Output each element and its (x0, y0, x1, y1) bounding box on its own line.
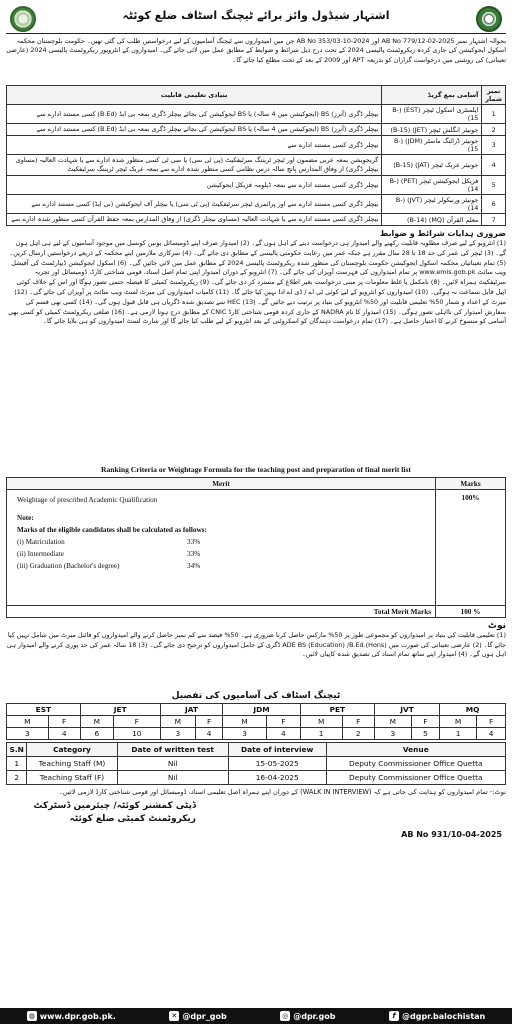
vacancies-title: ٹیچنگ اسٹاف کی آسامیوں کی تفصیل (171, 691, 341, 701)
marks-col-header: Marks (436, 478, 506, 490)
notes-header (6, 621, 506, 631)
vacancy-post-header: JAT (160, 704, 223, 716)
vacancy-count-cell: 4 (195, 728, 222, 740)
vacancy-gender-cell: M (440, 716, 477, 728)
total-label: Total Merit Marks (7, 606, 436, 618)
schedule-row (7, 771, 506, 785)
post-cell: جونیئر ورنیکولر ٹیچر (JVT) (B-14) (382, 195, 482, 214)
header-serial: نمبر شمار (482, 86, 506, 105)
vacancy-count-cell: 1 (440, 728, 477, 740)
header-qualification: بنیادی تعلیمی قابلیت (7, 86, 382, 105)
schedule-cell: Teaching Staff (M) (27, 757, 117, 771)
merit-col-header: Merit (7, 478, 436, 490)
vacancy-count-cell: 3 (160, 728, 195, 740)
vacancy-count-cell: 3 (374, 728, 411, 740)
vacancy-count-cell: 6 (80, 728, 113, 740)
schedule-header-cell: Date of written test (117, 743, 228, 757)
post-cell: فزیکل ایجوکیشن ٹیچر (PET) (B-14) (382, 176, 482, 195)
schedule-cell: 1 (7, 757, 27, 771)
posts-table-row (7, 176, 506, 195)
post-cell: جونیئر عربک ٹیچر (JAT) (B-15) (382, 155, 482, 176)
vacancy-gender-cell: M (160, 716, 195, 728)
serial-cell: 5 (482, 176, 506, 195)
vacancy-count-cell: 4 (266, 728, 300, 740)
vacancy-gender-cell: F (48, 716, 80, 728)
merit-criteria (7, 490, 436, 606)
page-title: اشتہار شیڈول وائز برائے ٹیچنگ اسٹاف ضلع کوئٹہ (122, 9, 390, 22)
merit-item (17, 560, 425, 572)
vacancy-count-cell: 3 (7, 728, 49, 740)
serial-cell: 3 (482, 136, 506, 155)
vacancy-post-header: JET (80, 704, 160, 716)
facebook-icon: f (389, 1011, 399, 1021)
notes-text: (1) تعلیمی قابلیت کی بنیاد پر امیدواروں کو مجموعی طور پر 50% مارکس حاصل کرنا ضروری ہے۔ 50% فیصد سے کم نمبر حاصل کرنے والے امیدواروں کو فائنل میرٹ میں شامل نہیں کیا جائے گا۔ (2) عارضی تعیناتی کی صورت میں ADE BS (Education) /B.Ed.(Hons) ڈگری کے حامل امیدواروں کو ترجیح دی جائے گی۔ (3) 18 سالہ عمر کی حد پوری کرنے والے امیدوار ہی اہل ہوں گے۔ (4) امیدوار اپنے ساتھ تمام اسناد کی تصدیق شدہ کاپیاں لائیں۔ (6, 631, 506, 659)
merit-item-pct: 33% (187, 538, 201, 546)
posts-table-row (7, 105, 506, 124)
notes-heading: نوٹ (487, 621, 506, 631)
vacancy-gender-cell: M (80, 716, 113, 728)
vacancy-gender-cell: F (113, 716, 160, 728)
schedule-cell: Nil (117, 771, 228, 785)
vacancy-count-cell: 4 (477, 728, 506, 740)
serial-cell: 1 (482, 105, 506, 124)
qualification-cell: بیچلر ڈگری کسی مستند ادارے سے (7, 136, 382, 155)
schedule-cell: 16-04-2025 (228, 771, 326, 785)
qualification-cell: بیچلر ڈگری کسی مستند ادارے سے اور پرائمری ٹیچر سرٹیفکیٹ (پی ٹی سی) یا بیچلر آف ایجوکیشن (بی ایڈ) کسی مستند ادارے سے (7, 195, 382, 214)
qualification-cell: گریجویشن بمعہ عربی مضمون اور ٹیچر ٹریننگ سرٹیفکیٹ (پی ٹی سی) یا سی ٹی کسی منظور شدہ ادارے سے یا شہادت العالیہ (مساوی بیچلر ڈگری) از وفاق المدارس پانچ سالہ درس نظامی کسی منظور شدہ ادارے سے بمعہ عربک ٹیچر ٹریننگ سرٹیفکیٹ (7, 155, 382, 176)
vacancy-post-header: EST (7, 704, 81, 716)
vacancy-post-header: MQ (440, 704, 506, 716)
signature-block (6, 800, 506, 860)
qualification-cell: بیچلر ڈگری کسی مستند ادارے سے یا شہادت العالیہ (مساوی بیچلر ڈگری) از وفاق المدارس بمعہ حفظ القرآن کسی منظور شدہ ادارے سے (7, 214, 382, 226)
schedule-cell: Deputy Commissioner Office Quetta (326, 757, 505, 771)
posts-table-row (7, 136, 506, 155)
merit-item-label: (ii) Intermediate (17, 550, 64, 558)
schedule-cell: 15-05-2025 (228, 757, 326, 771)
serial-cell: 4 (482, 155, 506, 176)
post-cell: ایلمنٹری اسکول ٹیچر (EST) (B-15) (382, 105, 482, 124)
vacancy-count-cell: 5 (411, 728, 439, 740)
ranking-title: Ranking Criteria or Weightage Formula for the teaching post and preparation of final merit list (101, 465, 411, 474)
header (6, 4, 506, 34)
schedule-cell: 2 (7, 771, 27, 785)
vacancy-gender-cell: M (374, 716, 411, 728)
posts-table-row (7, 124, 506, 136)
balochistan-government-logo (476, 6, 502, 32)
footer-website[interactable]: ◍ www.dpr.gob.pk. (28, 1011, 116, 1021)
vacancy-post-header: PET (300, 704, 374, 716)
vacancy-gender-cell: M (7, 716, 49, 728)
conditions-text: (1) انٹرویو کے لیے صرف مطلوبہ قابلیت رکھنے والے امیدوار ہی درخواست دینے کے اہل ہوں گے۔ (2) امیدوار صرف اپنے ڈومیسائل یونین کونسل میں موجود آسامیوں کے لیے ہی اہل ہوں گے۔ (3) ٹیچر کی عمر کی حد 18 تا 28 سال مقرر ہے جبکہ عمر میں رعایت حکومتی پالیسی کے مطابق دی جائے گی۔ (4) سرکاری ملازمین اپنے محکمہ کے ذریعے درخواستیں ارسال کریں۔ (5) تمام تعیناتیاں محکمہ اسکول ایجوکیشن حکومت بلوچستان کی منظور شدہ ریکروٹمنٹ پالیسی 2024 کے مطابق عمل میں لائی جائیں گی۔ (6) اسکول ایجوکیشن ڈیپارٹمنٹ کی آفیشل ویب سائٹ www.emis.gob.pk پر تمام امیدواروں کی فہرست آویزاں کی جائے گی۔ (7) انٹرویو کے دوران امیدوار اپنی تمام اصل اسناد، قومی شناختی کارڈ، ڈومیسائل اور تجربہ سرٹیفکیٹ ہمراہ لائیں۔ (8) نامکمل یا غلط معلومات پر مبنی درخواست بغیر اطلاع کے مسترد کر دی جائے گی۔ (9) ریکروٹمنٹ کمیٹی کا فیصلہ حتمی تصور ہوگا اور اس کے خلاف کوئی اپیل قابل سماعت نہ ہوگی۔ (10) امیدواروں کو انٹرویو کے لیے کوئی ٹی اے / ڈی اے ادا نہیں کیا جائے گا۔ (11) کامیاب امیدواروں کی میرٹ لسٹ ویب سائٹ پر آویزاں کی جائے گی۔ (12) میرٹ کے اعداد و شمار 50% تعلیمی قابلیت اور 50% انٹرویو کی بنیاد پر ترتیب دیے جائیں گے۔ (13) HEC سے تصدیق شدہ ڈگریاں ہی قابل قبول ہوں گی۔ (14) کسی بھی قسم کی سفارش امیدوار کی نااہلی تصور ہوگی۔ (15) امیدوار کا نام NADRA کے جاری کردہ قومی شناختی کارڈ CNIC کے مطابق درج ہونا لازمی ہے۔ (16) ضلعی ریکروٹمنٹ کمیٹی کو کسی بھی آسامی کو منسوخ کرنے کا اختیار حاصل ہے۔ (17) تمام درخواست دہندگان کو اسکروٹنی کے بعد انٹرویو کے لیے طلب کیا جائے گا اور شارٹ لسٹ امیدواروں کو ہی بلایا جائے گا۔ (8, 239, 506, 326)
total-marks: 100 % (436, 606, 506, 618)
footer-instagram[interactable]: ◎ @dpr.gob (282, 1011, 336, 1021)
calc-label: Marks of the eligible candidates shall be calculated as follows: (17, 526, 207, 534)
schedule-table (6, 742, 506, 785)
schedule-header-cell: Venue (326, 743, 505, 757)
posts-table (6, 85, 506, 226)
merit-item-label: (i) Matriculation (17, 538, 65, 546)
signature-line-2: ریکروٹمنٹ کمیٹی ضلع کوئٹہ (69, 814, 196, 824)
header-post: آسامی بمع گریڈ (382, 86, 482, 105)
qualification-cell: بیچلر ڈگری کسی مستند ادارے سے بمعہ ڈپلومہ فزیکل ایجوکیشن (7, 176, 382, 195)
schedule-cell: Deputy Commissioner Office Quetta (326, 771, 505, 785)
instagram-icon: ◎ (282, 1012, 289, 1020)
left-emblem-logo (10, 6, 36, 32)
merit-item-label: (iii) Graduation (Bachelor's degree) (17, 562, 120, 570)
vacancy-gender-cell: M (223, 716, 267, 728)
intro-paragraph: بحوالہ اشتہار نمبر AB No 779/12-02-2025 اور AB No 353/03-10-2024 جن میں امیدواروں سے ٹیچنگ آسامیوں کے لیے درخواستیں طلب کی گئی تھیں۔ حکومت بلوچستان محکمہ اسکول ایجوکیشن کی جاری کردہ ریکروٹمنٹ پالیسی 2024 کے تحت درج ذیل شرائط و ضوابط کے مطابق عمل میں لائی جائے گی۔ امیدواروں کے انٹرویوز ریکروٹمنٹ پالیسی 2024 (عارضی تعیناتی) کی روشنی میں درخواست گزاران کو بذریعہ APT اور 2009 کے بعد کے تحت مطلع کیا جائے گا۔ (6, 37, 506, 64)
schedule-header-cell: Date of interview (228, 743, 326, 757)
merit-table (6, 477, 506, 618)
vacancy-gender-cell: F (266, 716, 300, 728)
posts-table-row (7, 214, 506, 226)
vacancy-gender-cell: F (477, 716, 506, 728)
signature-line-1: ڈپٹی کمشنر کوئٹہ/ چیئرمین ڈسٹرکٹ (33, 801, 196, 811)
schedule-cell: Nil (117, 757, 228, 771)
post-cell: جونیئر ڈرائنگ ماسٹر (JDM) (B-15) (382, 136, 482, 155)
vacancy-post-header: JVT (374, 704, 439, 716)
footer-x[interactable]: ✕ @dpr_gob (169, 1011, 226, 1021)
vacancy-gender-cell: M (300, 716, 342, 728)
vacancy-count-cell: 4 (48, 728, 80, 740)
vacancy-gender-cell: F (411, 716, 439, 728)
ab-number: AB No 931/10-04-2025 (401, 830, 502, 839)
signature (6, 800, 196, 826)
footer-facebook[interactable]: f @dgpr.balochistan (389, 1011, 485, 1021)
schedule-header-cell: Category (27, 743, 117, 757)
serial-cell: 7 (482, 214, 506, 226)
post-cell: جونیئر انگلش ٹیچر (JET) (B-15) (382, 124, 482, 136)
footer-bar (0, 1008, 512, 1024)
merit-item-pct: 34% (187, 562, 201, 570)
vacancies-table (6, 703, 506, 740)
weightage-marks: 100% (436, 490, 506, 606)
qualification-cell: بیچلر ڈگری (آنرز) BS (ایجوکیشن میں 4 سالہ) یا BS ایجوکیشن کی بجائے بیچلر ڈگری بمعہ بی ایڈ (B.Ed) کسی مستند ادارے سے (7, 124, 382, 136)
conditions-heading: ضروری ہدایات شرائط و ضوابط (379, 229, 506, 238)
vacancy-gender-cell: F (342, 716, 374, 728)
vacancy-count-cell: 10 (113, 728, 160, 740)
qualification-cell: بیچلر ڈگری (آنرز) BS (ایجوکیشن میں 4 سالہ) یا BS ایجوکیشن کی بجائے بیچلر ڈگری بمعہ بی ایڈ (B.Ed) کسی مستند ادارے سے (7, 105, 382, 124)
schedule-header-cell: S.N (7, 743, 27, 757)
serial-cell: 2 (482, 124, 506, 136)
schedule-cell: Teaching Staff (F) (27, 771, 117, 785)
vacancy-post-header: JDM (223, 704, 300, 716)
final-note: نوٹ:- تمام امیدواروں کو ہدایت کی جاتی ہے کہ (WALK IN INTERVIEW) کے دوران اپنے ہمراہ اصل تعلیمی اسناد، ڈومیسائل اور قومی شناختی کارڈ لازمی لائیں۔ (59, 788, 506, 796)
merit-item (17, 536, 425, 548)
x-icon: ✕ (169, 1011, 179, 1021)
vacancy-count-cell: 3 (223, 728, 267, 740)
posts-table-header (7, 86, 506, 105)
posts-table-row (7, 195, 506, 214)
serial-cell: 6 (482, 195, 506, 214)
merit-item (17, 548, 425, 560)
posts-table-row (7, 155, 506, 176)
vacancy-count-cell: 2 (342, 728, 374, 740)
vacancy-count-cell: 1 (300, 728, 342, 740)
merit-item-pct: 33% (187, 550, 201, 558)
post-cell: معلم القرآن (MQ) (B-14) (382, 214, 482, 226)
globe-icon: ◍ (28, 1012, 35, 1020)
vacancy-gender-cell: F (195, 716, 222, 728)
schedule-row (7, 757, 506, 771)
weightage-label: Weightage of prescribed Academic Qualification (17, 496, 158, 504)
note-label: Note: (17, 514, 34, 522)
